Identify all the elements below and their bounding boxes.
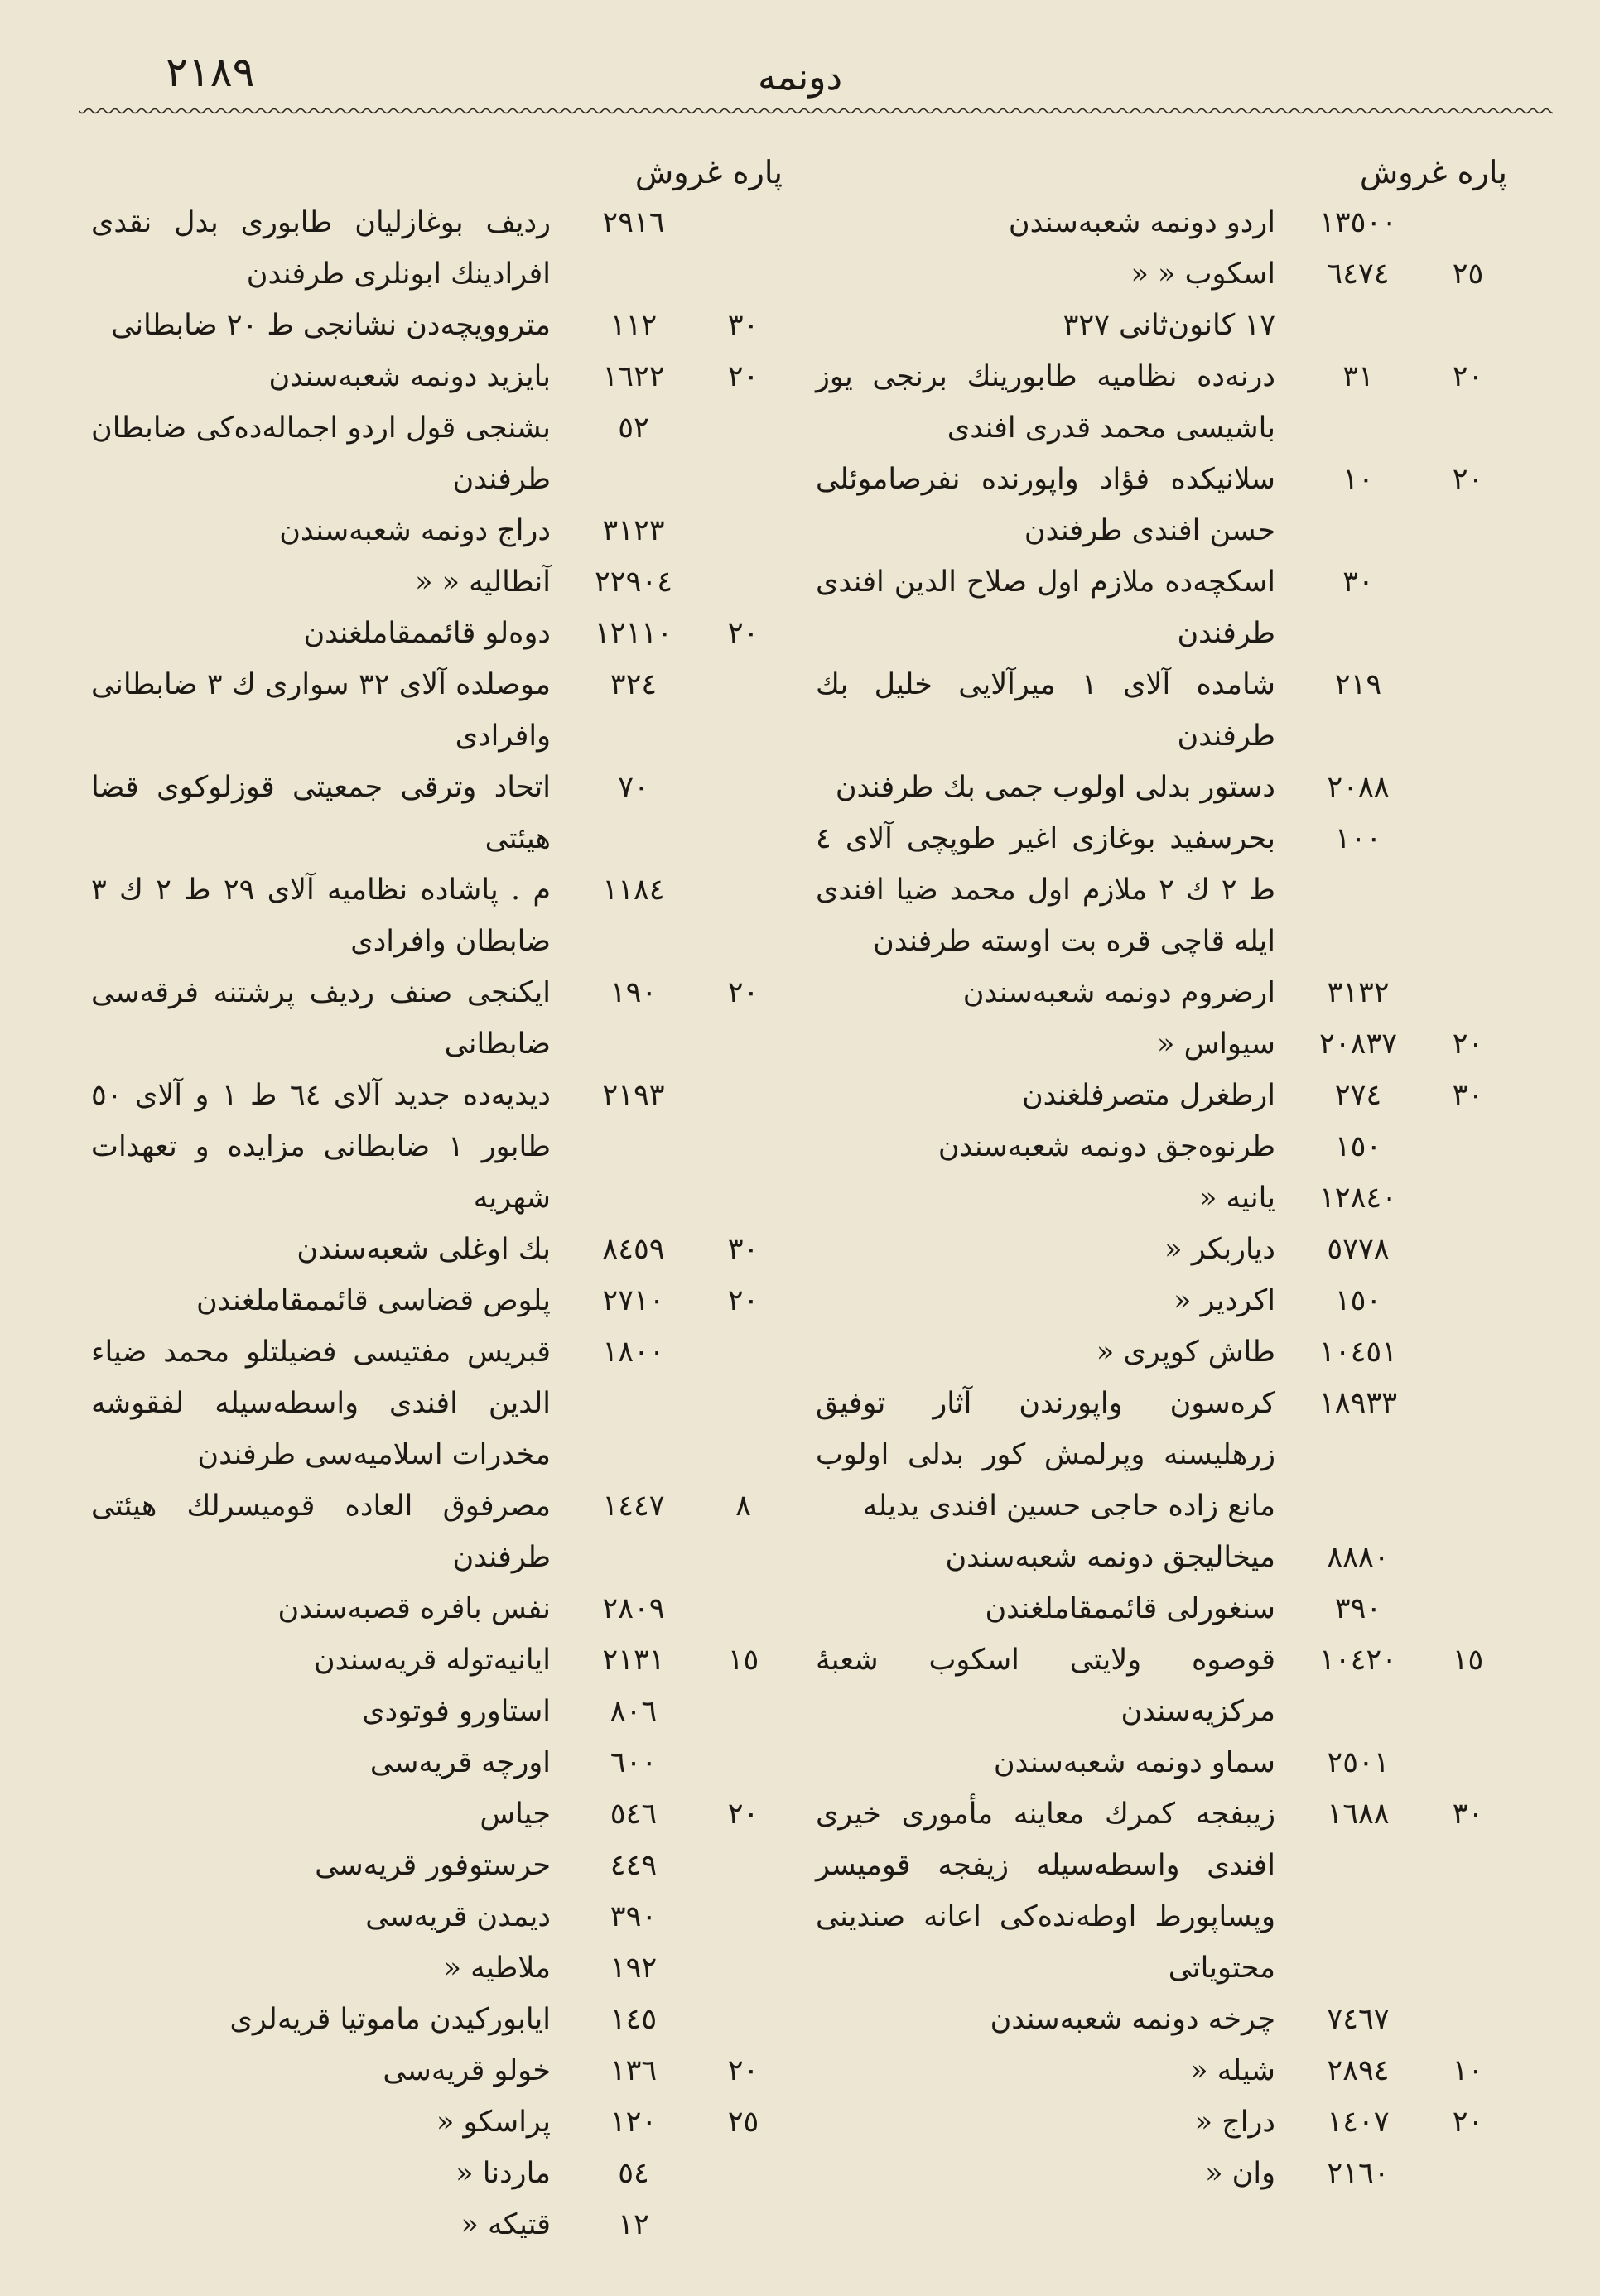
entry-para: ٢٠: [727, 360, 759, 393]
entry-para: ٢٥: [1452, 258, 1484, 291]
entry-description: مصرفوق العاده قوميسرلك هيئتى طرفندن: [91, 1490, 551, 1574]
entry-description: اورچه قريه‌سى: [369, 1746, 551, 1779]
entry-kurus: ٦٠٠: [610, 1746, 658, 1779]
right-column: [816, 147, 1507, 2199]
ledger-entry: [91, 197, 783, 300]
entry-kurus: ٢٩١٦: [602, 206, 665, 239]
entry-description: ديمدن قريه‌سى: [365, 1900, 551, 1933]
entry-para: ٢٥: [727, 2106, 759, 2139]
entry-para: ٨: [735, 1490, 751, 1523]
entry-kurus: ١٠٤٥١: [1319, 1336, 1397, 1369]
ledger-entry: [91, 1942, 783, 1994]
entry-kurus: ١٥٠: [1334, 1130, 1382, 1163]
entry-description: ارطغرل متصرفلغندن: [1021, 1079, 1275, 1112]
entry-description: زيبفجه كمرك معاينه مأمورى خيرى افندى واسطه‌سيله زيفجه قوميسر وپساپورط اوطه‌نده‌كى اعانه صندينى محتوياتى: [816, 1798, 1275, 1985]
ledger-entry: [91, 1326, 783, 1480]
entry-para: ٣٠: [727, 1233, 759, 1266]
entry-kurus: ٨٨٨٠: [1327, 1541, 1390, 1574]
ledger-entry: [816, 1275, 1507, 1326]
ledger-entry: [816, 1634, 1507, 1737]
ledger-entry: [816, 1788, 1507, 1994]
entry-kurus: ٣١: [1342, 360, 1374, 393]
entry-description: اردو دونمه شعبه‌سندن: [1008, 206, 1275, 239]
entry-description: ايانيه‌توله قريه‌سندن: [313, 1644, 551, 1677]
entry-description: شيله «: [1190, 2054, 1275, 2087]
entry-description: متروويچه‌دن نشانجى ط ٢٠ ضابطانى: [111, 309, 551, 342]
right-entries: [816, 197, 1507, 2199]
ledger-entry: [91, 1070, 783, 1224]
entry-kurus: ١٩٢: [610, 1952, 658, 1985]
entry-kurus: ٥٢: [618, 412, 649, 445]
para-header: پاره: [732, 154, 783, 190]
para-header: پاره: [1457, 154, 1507, 190]
ledger-entry: [816, 197, 1507, 248]
entry-description: جياس: [480, 1798, 551, 1831]
ledger-entry: [91, 1275, 783, 1326]
ledger-entry: [91, 2045, 783, 2096]
entry-description: اتحاد وترقى جمعيتى قوزلوكوى قضا هيئتى: [91, 771, 551, 855]
entry-kurus: ١٦٢٢: [602, 360, 665, 393]
ledger-entry: [816, 1737, 1507, 1788]
ledger-entry: [816, 2096, 1507, 2148]
ledger-entry: [816, 1224, 1507, 1275]
ledger-entry: [816, 1326, 1507, 1378]
ledger-entry: [816, 1172, 1507, 1224]
ledger-entry: [816, 1532, 1507, 1583]
ledger-entry: [91, 608, 783, 659]
entry-description: ملاطيه «: [443, 1952, 551, 1985]
left-column: [91, 147, 783, 2250]
ledger-entry: [91, 1686, 783, 1737]
ledger-entry: [816, 454, 1507, 556]
entry-kurus: ٣٢٤: [610, 668, 658, 701]
entry-kurus: ١٢٠: [610, 2106, 658, 2139]
ledger-entry: [91, 2096, 783, 2148]
entry-para: ٣٠: [1452, 1798, 1484, 1831]
ledger-entry: [816, 967, 1507, 1018]
entry-description: ديديه‌ده جديد آلاى ٦٤ ط ١ و آلاى ٥٠ طابور ١ ضابطانى مزايده و تعهدات شهريه: [91, 1079, 552, 1215]
entry-para: ١٥: [1452, 1644, 1484, 1677]
right-column-header: [816, 147, 1507, 197]
entry-kurus: ٢٠٨٨: [1327, 771, 1390, 804]
entry-description: بشنجى قول اردو اجماله‌ده‌كى ضابطان طرفندن: [91, 412, 551, 496]
entry-description: سيواس «: [1157, 1028, 1275, 1061]
entry-para: ٢٠: [727, 1798, 759, 1831]
entry-description: شامده آلاى ١ ميرآلايى خليل بك طرفندن: [816, 668, 1276, 753]
entry-kurus: ١١٨٤: [602, 874, 665, 907]
ledger-entry: [816, 300, 1507, 351]
entry-description: اسكچه‌ده ملازم اول صلاح الدين افندى طرفندن: [816, 566, 1275, 650]
entry-kurus: ١٢٨٤٠: [1319, 1182, 1397, 1215]
entry-kurus: ١٠: [1342, 463, 1374, 496]
entry-para: ٣٠: [727, 309, 759, 342]
ledger-entry: [91, 1583, 783, 1634]
entry-description: آنطاليه « «: [415, 566, 551, 599]
entry-kurus: ٣١٢٣: [602, 514, 665, 547]
entry-description: چرخه دونمه شعبه‌سندن: [990, 2003, 1275, 2036]
entry-kurus: ١٢١١٠: [595, 617, 672, 650]
entry-kurus: ١٩٠: [610, 976, 658, 1009]
ledger-entry: [91, 762, 783, 864]
entry-kurus: ٨٠٦: [610, 1695, 658, 1728]
ledger-entry: [91, 402, 783, 505]
entry-description: ارضروم دونمه شعبه‌سندن: [962, 976, 1275, 1009]
ledger-entry: [91, 864, 783, 967]
entry-kurus: ١٠٠: [1334, 822, 1382, 855]
entry-para: ٢٠: [1452, 2106, 1484, 2139]
entry-description: اكردير «: [1173, 1284, 1275, 1317]
kurus-header: غروش: [1359, 154, 1448, 190]
entry-description: رديف بوغازليان طابورى بدل نقدى افرادينك ابونلرى طرفندن: [91, 206, 551, 291]
ledger-entry: [91, 967, 783, 1070]
left-column-header: [91, 147, 783, 197]
entry-kurus: ٧٠: [618, 771, 649, 804]
ledger-entry: [91, 300, 783, 351]
entry-kurus: ٢٨٠٩: [602, 1592, 665, 1625]
entry-description: نفس بافره قصبه‌سندن: [277, 1592, 551, 1625]
ledger-entry: [816, 248, 1507, 300]
entry-description: كره‌سون واپورندن آثار توفيق زرهليسنه وپرلمش كور بدلى اولوب مانع زاده حاجى حسين افندى يديله: [816, 1387, 1275, 1523]
entry-description: دوه‌لو قائممقاملغندن: [303, 617, 551, 650]
entry-description: ايابوركيدن ماموتيا قريه‌لرى: [229, 2003, 551, 2036]
entry-description: ايكنجى صنف رديف پرشتنه فرقه‌سى ضابطانى: [91, 976, 551, 1061]
kurus-header: غروش: [634, 154, 723, 190]
wavy-rule-divider: [79, 103, 1553, 118]
entry-kurus: ٢١٦٠: [1327, 2157, 1390, 2190]
entry-kurus: ٢٨٩٤: [1327, 2054, 1390, 2087]
entry-kurus: ١٦٨٨: [1327, 1798, 1390, 1831]
entry-kurus: ٢١٣١: [602, 1644, 665, 1677]
ledger-entry: [816, 1378, 1507, 1532]
entry-kurus: ٥٤٦: [610, 1798, 658, 1831]
entry-kurus: ٥٧٧٨: [1327, 1233, 1390, 1266]
entry-kurus: ١٤٤٧: [602, 1490, 665, 1523]
ledger-entry: [91, 1788, 783, 1840]
entry-description: خولو قريه‌سى: [383, 2054, 551, 2087]
entry-kurus: ٢١٩٣: [602, 1079, 665, 1112]
entry-description: وان «: [1205, 2157, 1275, 2190]
entry-para: ٢٠: [1452, 463, 1484, 496]
entry-kurus: ١٣٥٠٠: [1319, 206, 1397, 239]
entry-kurus: ١١٢: [610, 309, 658, 342]
ledger-entry: [91, 1737, 783, 1788]
ledger-entry: [816, 1121, 1507, 1172]
ledger-entry: [91, 556, 783, 608]
entry-description: استاورو فوتودى: [362, 1695, 551, 1728]
entry-description: بك اوغلى شعبه‌سندن: [296, 1233, 551, 1266]
entry-kurus: ٣٩٠: [610, 1900, 658, 1933]
ledger-entry: [816, 813, 1507, 967]
entry-description: اسکوب « «: [1130, 258, 1275, 291]
entry-kurus: ٢١٩: [1334, 668, 1382, 701]
entry-description: قوصوه ولايتى اسكوب شعبهٔ مركزيه‌سندن: [816, 1644, 1275, 1728]
entry-kurus: ٣١٣٢: [1327, 976, 1390, 1009]
entry-kurus: ٤٤٩: [610, 1849, 658, 1882]
entry-description: قتيكه «: [460, 2208, 551, 2241]
entry-para: ٢٠: [1452, 360, 1484, 393]
ledger-entry: [91, 351, 783, 402]
entry-kurus: ٣٠: [1342, 566, 1374, 599]
ledger-entry: [816, 1018, 1507, 1070]
entry-kurus: ٢٧٤: [1334, 1079, 1382, 1112]
entry-description: ماردنا «: [455, 2157, 551, 2190]
entry-description: بحرسفيد بوغازى اغير طوپچى آلاى ٤ ط ٢ ك ٢ ملازم اول محمد ضيا افندى ايله قاچى قره بت اوسته طرفندن: [816, 822, 1275, 958]
entry-description: دراج «: [1194, 2106, 1275, 2139]
entry-para: ٢٠: [727, 2054, 759, 2087]
ledger-entry: [816, 762, 1507, 813]
entry-kurus: ٥٤: [618, 2157, 649, 2190]
entry-description: درنه‌ده نظاميه طابورينك برنجى يوز باشيسى محمد قدرى افندى: [816, 360, 1275, 445]
entry-description: ميخاليجق دونمه شعبه‌سندن: [945, 1541, 1275, 1574]
ledger-entry: [91, 659, 783, 762]
ledger-entry: [91, 1634, 783, 1686]
entry-description: ١٧ كانون‌ثانى ٣٢٧: [1063, 309, 1275, 342]
entry-kurus: ٢٧١٠: [602, 1284, 665, 1317]
ledger-entry: [91, 1480, 783, 1583]
entry-description: پراسكو «: [436, 2106, 551, 2139]
ledger-entry: [816, 2148, 1507, 2199]
entry-description: موصلده آلاى ٣٢ سوارى ك ٣ ضابطانى وافرادى: [91, 668, 551, 753]
entry-kurus: ٢٠٨٣٧: [1319, 1028, 1397, 1061]
entry-para: ٢٠: [1452, 1028, 1484, 1061]
entry-description: طاش كوپرى «: [1096, 1336, 1275, 1369]
entry-para: ٢٠: [727, 617, 759, 650]
ledger-entry: [91, 1840, 783, 1891]
entry-kurus: ٣٩٠: [1334, 1592, 1382, 1625]
entry-kurus: ٧٤٦٧: [1327, 2003, 1390, 2036]
entry-kurus: ١٠٤٢٠: [1319, 1644, 1397, 1677]
ledger-entry: [91, 505, 783, 556]
ledger-entry: [91, 2148, 783, 2199]
entry-description: يانيه «: [1198, 1182, 1275, 1215]
left-entries: [91, 197, 783, 2250]
entry-kurus: ١٨٩٣٣: [1319, 1387, 1397, 1420]
entry-kurus: ٢٢٩٠٤: [595, 566, 672, 599]
entry-kurus: ١٤٥: [610, 2003, 658, 2036]
entry-kurus: ٦٤٧٤: [1327, 258, 1390, 291]
entry-description: سماو دونمه شعبه‌سندن: [993, 1746, 1275, 1779]
ledger-entry: [91, 1891, 783, 1942]
entry-description: م . پاشاده نظاميه آلاى ٢٩ ط ٢ ك ٣ ضابطان وافرادى: [91, 874, 551, 958]
ledger-entry: [816, 659, 1507, 762]
ledger-entry: [816, 1994, 1507, 2045]
entry-kurus: ٢٥٠١: [1327, 1746, 1390, 1779]
entry-para: ٣٠: [1452, 1079, 1484, 1112]
ledger-entry: [91, 1994, 783, 2045]
ledger-entry: [816, 1070, 1507, 1121]
entry-kurus: ٨٤٥٩: [602, 1233, 665, 1266]
ledger-entry: [91, 2199, 783, 2250]
entry-description: حرستوفور قريه‌سى: [315, 1849, 551, 1882]
entry-para: ١٥: [727, 1644, 759, 1677]
entry-description: طرنوه‌جق دونمه شعبه‌سندن: [937, 1130, 1275, 1163]
ledger-entry: [816, 351, 1507, 454]
page-number: ٢١٨٩: [166, 48, 255, 96]
entry-description: بايزيد دونمه شعبه‌سندن: [268, 360, 551, 393]
entry-kurus: ١٤٠٧: [1327, 2106, 1390, 2139]
entry-para: ٢٠: [727, 1284, 759, 1317]
entry-description: دستور بدلى اولوب جمى بك طرفندن: [835, 771, 1275, 804]
entry-kurus: ١٥٠: [1334, 1284, 1382, 1317]
entry-description: دراج دونمه شعبه‌سندن: [279, 514, 551, 547]
entry-description: قبريس مفتيسى فضيلتلو محمد ضياء الدين افندى واسطه‌سيله لفقوشه مخدرات اسلاميه‌سى طرفندن: [91, 1336, 551, 1471]
entry-para: ١٠: [1452, 2054, 1484, 2087]
ledger-entry: [816, 1583, 1507, 1634]
entry-kurus: ١٣٦: [610, 2054, 658, 2087]
entry-description: پلوص قضاسى قائممقاملغندن: [195, 1284, 551, 1317]
ledger-entry: [816, 556, 1507, 659]
ledger-entry: [91, 1224, 783, 1275]
running-title: دونمه: [757, 56, 843, 99]
entry-description: سلانيكده فؤاد واپورنده نفرصاموئلى حسن افندى طرفندن: [816, 463, 1275, 547]
ledger-entry: [816, 2045, 1507, 2096]
entry-kurus: ١٨٠٠: [602, 1336, 665, 1369]
entry-kurus: ١٢: [618, 2208, 649, 2241]
entry-description: دياربكر «: [1164, 1233, 1275, 1266]
entry-para: ٢٠: [727, 976, 759, 1009]
entry-description: سنغورلى قائممقاملغندن: [985, 1592, 1275, 1625]
